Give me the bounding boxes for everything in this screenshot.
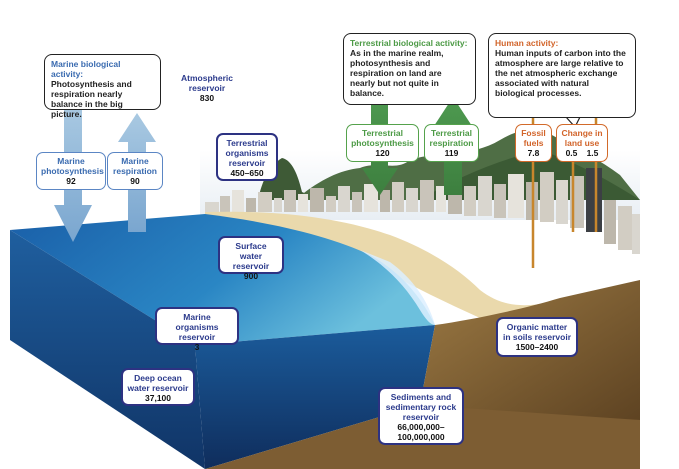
building	[298, 194, 308, 212]
marine-respiration-box	[107, 152, 163, 190]
building	[352, 192, 362, 212]
fossil-fuels-value: 7.8	[527, 148, 540, 158]
building	[326, 196, 336, 212]
building	[406, 188, 418, 212]
marine-photosynthesis-value: 92	[66, 176, 76, 186]
human-activity-callout	[488, 33, 636, 118]
building	[205, 202, 219, 212]
marine-organisms-reservoir-value: 3	[194, 342, 200, 352]
building	[246, 198, 256, 212]
terrestrial-callout-text: As in the marine realm, photosynthesis and respiration on land are nearly but not quite in balance.	[350, 48, 444, 98]
fossil-fuels-box	[515, 124, 552, 162]
atmospheric-reservoir-value: 830	[199, 93, 215, 103]
terrestrial-organisms-reservoir-value: 450–650	[230, 168, 264, 178]
terrestrial-respiration-value: 119	[444, 148, 459, 158]
terrestrial-photosynthesis-label: Terrestrial photosynthesis	[351, 128, 414, 148]
building	[258, 192, 272, 212]
building	[380, 190, 390, 212]
terrestrial-callout-title: Terrestrial biological activity:	[350, 38, 468, 48]
human-callout-title: Human activity:	[495, 38, 559, 48]
building	[338, 186, 350, 212]
marine-photosynthesis-box	[36, 152, 106, 190]
building	[274, 198, 282, 212]
organic-soils-reservoir-label: Organic matter in soils reservoir	[502, 322, 572, 342]
organic-soils-reservoir-value: 1500–2400	[515, 342, 559, 352]
land-use-box	[556, 124, 608, 162]
terrestrial-organisms-reservoir-label: Terrestrial organisms reservoir	[225, 138, 269, 168]
building	[632, 214, 640, 254]
terrestrial-photosynthesis-value: 120	[375, 148, 390, 158]
terrestrial-activity-callout	[343, 33, 476, 105]
building	[220, 196, 230, 212]
organic-soils-reservoir-box	[496, 317, 578, 357]
land-use-label: Change in land use	[561, 128, 603, 148]
human-callout-text: Human inputs of carbon into the atmosphere are large relative to the net atmospheric exchange associated with natural biological processes.	[495, 48, 626, 98]
land-use-value-1: 0.5	[565, 148, 578, 158]
building	[540, 172, 554, 222]
land-use-value-2: 1.5	[586, 148, 599, 158]
deep-ocean-reservoir-label: Deep ocean water reservoir	[127, 373, 189, 393]
marine-callout-title: Marine biological activity:	[51, 59, 121, 79]
surface-water-reservoir-box	[218, 236, 284, 281]
marine-respiration-label: Marine respiration	[113, 156, 157, 176]
land-use-values	[561, 148, 603, 158]
building	[556, 180, 568, 224]
building	[618, 206, 632, 250]
terrestrial-photosynthesis-box	[346, 124, 419, 162]
surface-water-reservoir-value: 900	[243, 271, 259, 281]
atmospheric-reservoir-label: Atmospheric reservoir	[181, 73, 233, 93]
building	[464, 186, 476, 216]
building	[420, 180, 434, 212]
marine-respiration-value: 90	[130, 176, 140, 186]
terrestrial-respiration-box	[424, 124, 479, 162]
marine-organisms-reservoir-label: Marine organisms reservoir	[175, 312, 219, 342]
surface-water-reservoir-label: Surface water reservoir	[232, 241, 270, 271]
sediments-reservoir-label: Sediments and sedimentary rock reservoir	[385, 392, 457, 422]
marine-callout-text: Photosynthesis and respiration nearly balance in the big picture.	[51, 79, 132, 119]
building	[310, 188, 324, 212]
building	[232, 190, 244, 212]
building	[604, 200, 616, 244]
marine-photosynthesis-label: Marine photosynthesis	[41, 156, 104, 176]
deep-ocean-reservoir-value: 37,100	[145, 393, 171, 403]
sediments-reservoir-value: 66,000,000–100,000,000	[397, 422, 445, 442]
building	[586, 168, 602, 232]
terrestrial-organisms-reservoir-box	[216, 133, 278, 181]
building	[392, 182, 404, 212]
building	[284, 190, 296, 212]
building	[508, 174, 524, 218]
atmospheric-reservoir-box	[175, 70, 239, 106]
marine-activity-callout	[44, 54, 161, 119]
marine-organisms-reservoir-box	[155, 307, 239, 352]
fossil-fuels-label: Fossil fuels	[521, 128, 546, 148]
building	[478, 176, 492, 216]
deep-ocean-reservoir-box	[121, 368, 195, 406]
terrestrial-respiration-label: Terrestrial respiration	[429, 128, 474, 148]
sediments-reservoir-box	[378, 387, 464, 445]
building	[494, 184, 506, 218]
